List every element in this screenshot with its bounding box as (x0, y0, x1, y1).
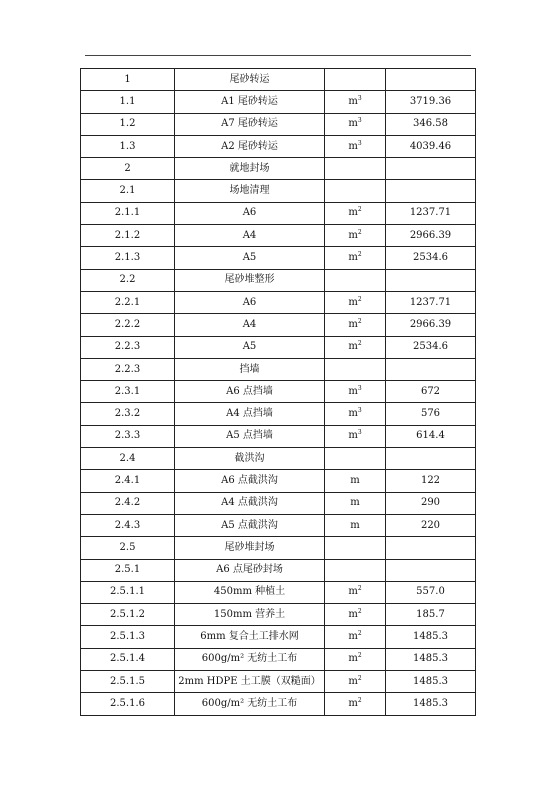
unit-exponent: 2 (357, 630, 362, 638)
item-name-cell: A4 点挡墙 (175, 403, 325, 425)
table-row (81, 537, 476, 559)
unit-base: m (348, 118, 358, 130)
unit-base: m (350, 497, 360, 509)
quantity-cell (386, 158, 476, 180)
item-name-cell: 就地封场 (175, 158, 325, 180)
unit-exponent: 2 (357, 251, 362, 259)
quantity-cell (386, 69, 476, 91)
unit-base: m (348, 207, 358, 219)
item-number-cell: 1.3 (81, 135, 175, 157)
unit-base: m (348, 675, 358, 687)
item-number-cell: 2.5.1.2 (81, 604, 175, 626)
unit-base: m (350, 474, 360, 486)
table-row (81, 381, 476, 403)
unit-cell (325, 336, 386, 358)
unit-exponent: 3 (357, 429, 362, 437)
unit-cell (325, 247, 386, 269)
unit-cell (325, 626, 386, 648)
table-row (81, 514, 476, 536)
unit-base: m (348, 318, 358, 330)
table-row (81, 581, 476, 603)
item-number-cell: 2.2.3 (81, 358, 175, 380)
unit-base: m (348, 95, 358, 107)
item-name-cell: A6 点挡墙 (175, 381, 325, 403)
table-row (81, 158, 476, 180)
quantity-cell (386, 358, 476, 380)
item-number-cell: 2.5.1.4 (81, 648, 175, 670)
unit-base: m (348, 296, 358, 308)
unit-base: m (350, 519, 360, 531)
unit-cell (325, 492, 386, 514)
quantity-cell (386, 180, 476, 202)
item-number-cell: 2.4.3 (81, 514, 175, 536)
table-row (81, 470, 476, 492)
item-number-cell: 2.3.2 (81, 403, 175, 425)
unit-cell (325, 470, 386, 492)
item-name-cell: 150mm 营养土 (175, 604, 325, 626)
unit-cell (325, 537, 386, 559)
quantity-table (80, 68, 476, 716)
table-row (81, 91, 476, 113)
quantity-cell: 2966.39 (386, 314, 476, 336)
quantity-cell: 1485.3 (386, 626, 476, 648)
item-name-cell: 尾砂堆整形 (175, 269, 325, 291)
table-row (81, 358, 476, 380)
unit-cell (325, 559, 386, 581)
table-row (81, 648, 476, 670)
item-number-cell: 2.2.3 (81, 336, 175, 358)
table-row (81, 425, 476, 447)
unit-exponent: 2 (357, 696, 362, 704)
item-name-cell: 场地清理 (175, 180, 325, 202)
quantity-cell: 3719.36 (386, 91, 476, 113)
item-number-cell: 1.1 (81, 91, 175, 113)
table-row (81, 626, 476, 648)
item-name-cell: A4 (175, 314, 325, 336)
table-row (81, 336, 476, 358)
unit-cell (325, 180, 386, 202)
table-row (81, 247, 476, 269)
item-name-cell: A1 尾砂转运 (175, 91, 325, 113)
unit-exponent: 2 (357, 585, 362, 593)
quantity-cell: 672 (386, 381, 476, 403)
quantity-cell: 1237.71 (386, 291, 476, 313)
item-number-cell: 2.5.1.6 (81, 693, 175, 715)
item-number-cell: 2.1.2 (81, 225, 175, 247)
unit-base: m (348, 608, 358, 620)
unit-exponent: 2 (357, 228, 362, 236)
item-number-cell: 1.2 (81, 113, 175, 135)
quantity-cell: 2966.39 (386, 225, 476, 247)
item-number-cell: 2.2 (81, 269, 175, 291)
unit-cell (325, 381, 386, 403)
item-name-cell: 尾砂转运 (175, 69, 325, 91)
item-name-cell: 6mm 复合土工排水网 (175, 626, 325, 648)
unit-base: m (348, 341, 358, 353)
quantity-cell: 1485.3 (386, 693, 476, 715)
table-row (81, 291, 476, 313)
unit-exponent: 2 (357, 340, 362, 348)
unit-exponent: 2 (357, 607, 362, 615)
item-name-cell: A6 (175, 202, 325, 224)
unit-base: m (348, 586, 358, 598)
item-number-cell: 2.4.1 (81, 470, 175, 492)
item-name-cell: A6 点截洪沟 (175, 470, 325, 492)
item-name-cell: A6 点尾砂封场 (175, 559, 325, 581)
table-row (81, 202, 476, 224)
quantity-cell: 1485.3 (386, 671, 476, 693)
unit-exponent: 2 (357, 206, 362, 214)
item-number-cell: 2.2.2 (81, 314, 175, 336)
unit-cell (325, 69, 386, 91)
item-number-cell: 2.4.2 (81, 492, 175, 514)
unit-cell (325, 514, 386, 536)
table-row (81, 113, 476, 135)
table-row (81, 693, 476, 715)
item-name-cell: 600g/m² 无纺土工布 (175, 648, 325, 670)
table-row (81, 403, 476, 425)
item-number-cell: 2.1.1 (81, 202, 175, 224)
header-rule (85, 55, 471, 56)
unit-cell (325, 671, 386, 693)
item-name-cell: 450mm 种植土 (175, 581, 325, 603)
quantity-cell: 1237.71 (386, 202, 476, 224)
item-name-cell: 截洪沟 (175, 448, 325, 470)
quantity-cell: 2534.6 (386, 247, 476, 269)
unit-base: m (348, 252, 358, 264)
unit-cell (325, 448, 386, 470)
quantity-cell: 220 (386, 514, 476, 536)
item-name-cell: A7 尾砂转运 (175, 113, 325, 135)
unit-cell (325, 604, 386, 626)
unit-base: m (348, 697, 358, 709)
table-row (81, 69, 476, 91)
item-name-cell: A2 尾砂转运 (175, 135, 325, 157)
table-row (81, 604, 476, 626)
unit-exponent: 3 (357, 384, 362, 392)
unit-cell (325, 358, 386, 380)
quantity-cell: 185.7 (386, 604, 476, 626)
table-row (81, 671, 476, 693)
unit-cell (325, 91, 386, 113)
item-name-cell: A5 点挡墙 (175, 425, 325, 447)
item-name-cell: A6 (175, 291, 325, 313)
unit-cell (325, 135, 386, 157)
quantity-cell (386, 448, 476, 470)
item-number-cell: 2.5 (81, 537, 175, 559)
item-number-cell: 2.5.1.1 (81, 581, 175, 603)
unit-cell (325, 269, 386, 291)
unit-base: m (348, 631, 358, 643)
unit-exponent: 2 (357, 674, 362, 682)
table-row (81, 180, 476, 202)
unit-exponent: 3 (357, 117, 362, 125)
item-name-cell: A4 (175, 225, 325, 247)
unit-cell (325, 693, 386, 715)
unit-base: m (348, 408, 358, 420)
item-number-cell: 2.3.1 (81, 381, 175, 403)
quantity-cell: 2534.6 (386, 336, 476, 358)
item-name-cell: A5 (175, 247, 325, 269)
item-name-cell: 600g/m² 无纺土工布 (175, 693, 325, 715)
unit-cell (325, 648, 386, 670)
unit-exponent: 2 (357, 295, 362, 303)
quantity-cell: 290 (386, 492, 476, 514)
table-row (81, 135, 476, 157)
table-row (81, 314, 476, 336)
unit-base: m (348, 140, 358, 152)
item-name-cell: 尾砂堆封场 (175, 537, 325, 559)
item-name-cell: A5 (175, 336, 325, 358)
item-name-cell: 挡墙 (175, 358, 325, 380)
item-number-cell: 2 (81, 158, 175, 180)
table-row (81, 492, 476, 514)
table-row (81, 448, 476, 470)
item-number-cell: 2.2.1 (81, 291, 175, 313)
unit-base: m (348, 653, 358, 665)
unit-cell (325, 314, 386, 336)
unit-base: m (348, 430, 358, 442)
item-name-cell: A4 点截洪沟 (175, 492, 325, 514)
item-number-cell: 2.5.1.3 (81, 626, 175, 648)
item-number-cell: 2.5.1.5 (81, 671, 175, 693)
quantity-cell: 576 (386, 403, 476, 425)
quantity-table-body (81, 69, 476, 716)
unit-base: m (348, 229, 358, 241)
unit-cell (325, 113, 386, 135)
item-number-cell: 2.1.3 (81, 247, 175, 269)
unit-cell (325, 425, 386, 447)
item-number-cell: 2.1 (81, 180, 175, 202)
unit-cell (325, 403, 386, 425)
item-name-cell: A5 点截洪沟 (175, 514, 325, 536)
quantity-cell: 614.4 (386, 425, 476, 447)
quantity-cell: 557.0 (386, 581, 476, 603)
quantity-cell (386, 559, 476, 581)
item-name-cell: 2mm HDPE 土工膜（双糙面） (175, 671, 325, 693)
unit-exponent: 3 (357, 139, 362, 147)
quantity-cell: 4039.46 (386, 135, 476, 157)
quantity-cell: 346.58 (386, 113, 476, 135)
item-number-cell: 1 (81, 69, 175, 91)
unit-exponent: 2 (357, 652, 362, 660)
table-row (81, 269, 476, 291)
table-row (81, 225, 476, 247)
table-row (81, 559, 476, 581)
unit-exponent: 3 (357, 94, 362, 102)
quantity-cell (386, 537, 476, 559)
quantity-cell: 122 (386, 470, 476, 492)
unit-cell (325, 158, 386, 180)
item-number-cell: 2.3.3 (81, 425, 175, 447)
unit-cell (325, 291, 386, 313)
unit-exponent: 2 (357, 317, 362, 325)
unit-cell (325, 225, 386, 247)
unit-cell (325, 581, 386, 603)
unit-exponent: 3 (357, 407, 362, 415)
quantity-cell: 1485.3 (386, 648, 476, 670)
item-number-cell: 2.4 (81, 448, 175, 470)
item-number-cell: 2.5.1 (81, 559, 175, 581)
quantity-cell (386, 269, 476, 291)
unit-base: m (348, 385, 358, 397)
unit-cell (325, 202, 386, 224)
